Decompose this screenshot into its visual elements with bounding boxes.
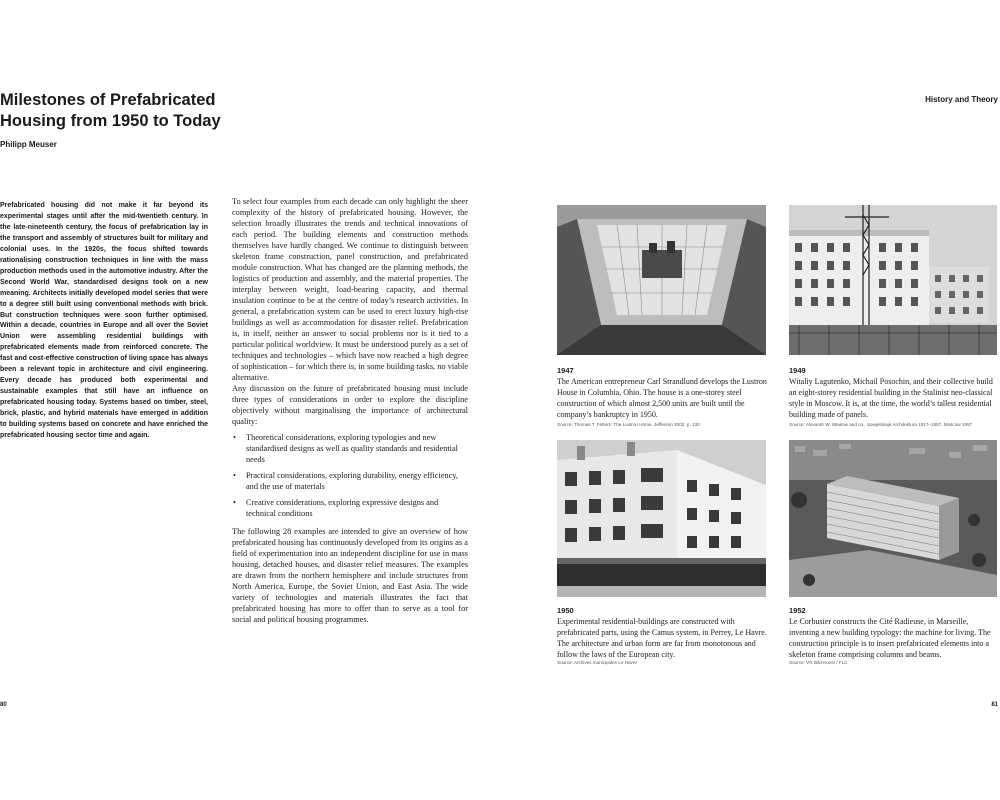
list-item	[232, 432, 468, 465]
figure-source: Source: Archives municipales Le Havre	[557, 660, 637, 665]
figure-year: 1947	[557, 366, 574, 375]
body-paragraph-2: Any discussion on the future of prefabricated housing must include three types of considerations in order to explore the discipline objectively without marginalising the importance of architectural quality:	[232, 384, 468, 426]
page-number-left: 80	[0, 702, 7, 708]
body-paragraph-1: To select four examples from each decade can only highlight the sheer complexity of the history of prefabricated housing. However, the selection broadly illustrates the trends and technical innovations of each period. The building elements and construction methods themselves have hardly changed. We continue to distinguish between skeleton frame construction, panel construction, and prefabricated module construction. What has changed are the planning methods, the logistics of production and assembly, and the material properties. The interplay between weight, load-bearing capacity, and thermal insulation continue to be at the centre of today’s research activities. In general, a prefabrication system can be used to erect luxury high-rise buildings as well as accommodation for disaster relief. Prefabrication is, in itself, neither an answer to social problems nor is it tied to a particular political worldview. It must be understood purely as a set of techniques and technologies – which have now reached a high degree of sophistication – for which there is, in some building tasks, no viable alternative.	[232, 197, 468, 382]
considerations-list	[232, 432, 468, 519]
figure-caption: Experimental residential-buildings are constructed with prefabricated parts, using the Camus system, in Perrey, Le Havre. The architecture and urban form are far from monotonous and follow the laws of the European city.	[557, 617, 767, 659]
figure-year: 1952	[789, 606, 806, 615]
photo-le-havre-building	[557, 440, 766, 597]
page-title: Milestones of Prefabricated Housing from 1950 to Today	[0, 91, 221, 130]
bullet-icon: •	[233, 498, 236, 507]
body-text-column	[232, 196, 468, 625]
intro-paragraph: Prefabricated housing did not make it far beyond its experimental stages until after the mid-twentieth century. In the late-nineteenth century, the focus of prefabrication lay in the transport and assembly of structures built for military and colonial uses. In the 1920s, the focus shifted towards rationalising construction techniques in line with the mass production methods used in the automotive industry. After the Second World War, standardised designs took on a new meaning. Architects initially developed model series that were to a degree still built using conventional methods with brick. But construction techniques were soon further optimised. Within a decade, countries in Europe and all over the Soviet Union were assembling residential buildings with prefabricated elements made from reinforced concrete. The fast and cost-effective construction of living space has always been a relevant topic in architecture and civil engineering. Every decade has produced both experimental and sustainable examples that still have an influence on prefabricated housing today. Systems based on timber, steel, brick, plastic, and hybrid materials have emerged in addition to building systems based on concrete and have enriched the prefabricated housing sector time and again.	[0, 202, 208, 440]
figure-caption: Witaliy Lagutenko, Michail Posochin, and their collective build an eight-storey residential building in the Stalinist neo-classical style in Moscow. It is, at the time, the world’s tallest residential building made of panels.	[789, 377, 993, 419]
author-name: Philipp Meuser	[0, 140, 57, 149]
figure-year: 1950	[557, 606, 574, 615]
page-number-right: 81	[991, 702, 998, 708]
list-item	[232, 497, 468, 519]
list-item	[232, 470, 468, 492]
figure-source: Source: Thomas T. Fetters: The Lustron Home, Jefferson 2002, p. 130	[557, 422, 700, 427]
bullet-icon: •	[233, 433, 236, 442]
bullet-icon: •	[233, 471, 236, 480]
photo-lustron-factory	[557, 205, 766, 355]
figure-source: Source: VG Bild-Kunst / FLC	[789, 660, 848, 665]
photo-moscow-panel-building	[789, 205, 997, 355]
figure-source: Source: Alexandr W. Wlasow and co., Sowjetskaja Architektura 1917–1957, Moscow 1957	[789, 422, 973, 427]
list-item-text: Theoretical considerations, exploring typologies and new standardised designs as well as quality standards and residential needs	[246, 433, 458, 464]
list-item-text: Creative considerations, exploring expressive designs and technical conditions	[246, 498, 439, 518]
photo-cite-radieuse	[789, 440, 997, 597]
section-label: History and Theory	[925, 95, 998, 104]
figure-year: 1949	[789, 366, 806, 375]
body-paragraph-3: The following 28 examples are intended to give an overview of how prefabricated housing has continuously developed from its origins as a field of experimentation into an independent discipline for use in mass housing, detached houses, and disaster relief measures. The examples are drawn from the northern hemisphere and include structures from North America, Europe, the Soviet Union, and East Asia. The wide variety of technologies and materials illustrates the fact that prefabricated housing has more to offer than to serve as a tool for social and political housing programmes.	[232, 527, 468, 624]
figure-caption: The American entrepreneur Carl Strandlund develops the Lustron House in Columbia, Ohio. The house is a one-storey steel construction of which almost 2,500 units are built until the company’s bankruptcy in 1950.	[557, 377, 767, 419]
list-item-text: Practical considerations, exploring durability, energy efficiency, and the use of materials	[246, 471, 458, 491]
figure-caption: Le Corbusier constructs the Cité Radieuse, in Marseille, inventing a new building typology: the machine for living. The construction principle is to insert prefabricated elements into a skeleton frame comprising columns and beams.	[789, 617, 991, 659]
